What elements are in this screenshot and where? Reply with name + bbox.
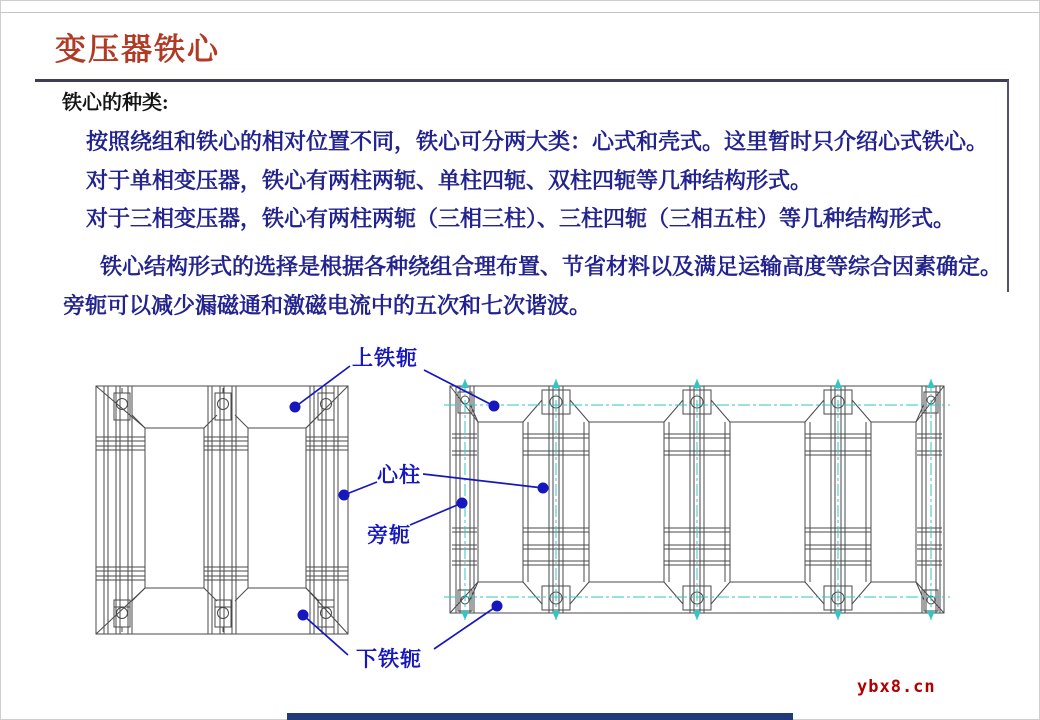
label-top-yoke: 上铁轭 [352,346,418,370]
paragraph-three-phase: 对于三相变压器，铁心有两柱两轭（三相三柱）、三柱四轭（三相五柱）等几种结构形式。 [86,206,956,231]
bottom-accent-bar [287,713,793,720]
label-bottom-yoke: 下铁轭 [356,647,422,671]
label-core-leg: 心柱 [377,463,421,487]
page-title: 变压器铁心 [55,32,220,67]
watermark: ybx8.cn [857,677,936,697]
label-side-yoke: 旁轭 [367,523,411,547]
paragraph-core-classes: 按照绕组和铁心的相对位置不同，铁心可分两大类：心式和壳式。这里暂时只介绍心式铁心。 [86,129,989,154]
paragraph-structure-choice: 铁心结构形式的选择是根据各种绕组合理布置、节省材料以及满足运输高度等综合因素确定。 [100,254,1003,279]
section-heading: 铁心的种类: [62,92,169,114]
paragraph-single-phase: 对于单相变压器，铁心有两柱两轭、单柱四轭、双柱四轭等几种结构形式。 [86,168,813,193]
paragraph-side-yoke-harmonics: 旁轭可以减少漏磁通和激磁电流中的五次和七次谐波。 [63,293,592,318]
